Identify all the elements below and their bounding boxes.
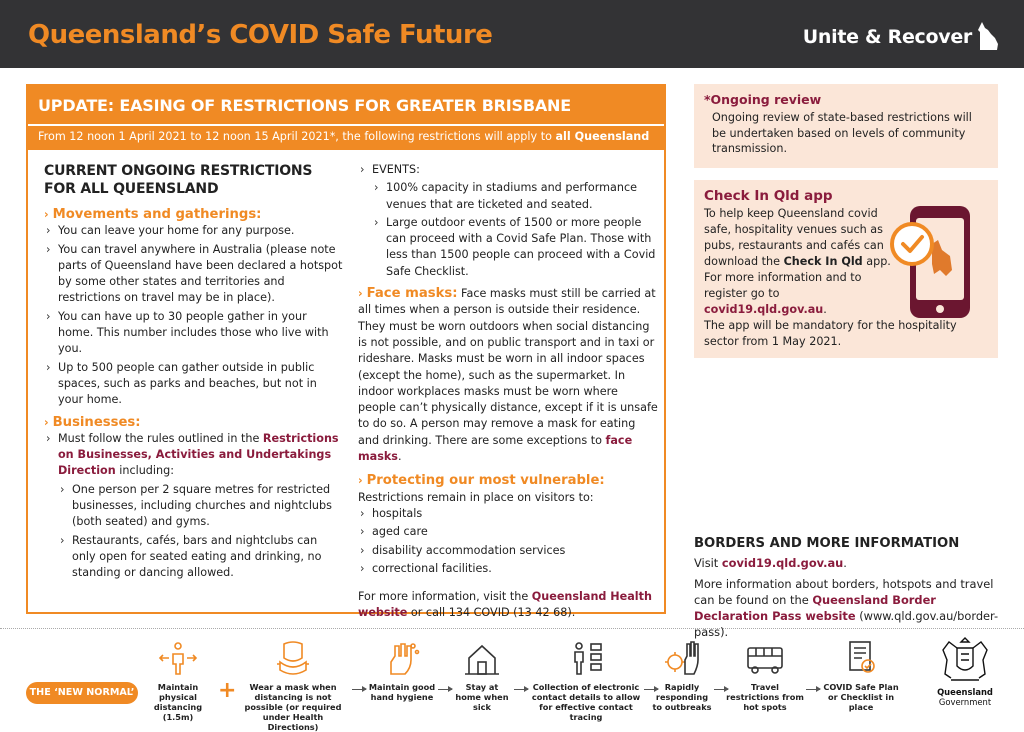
list-item	[44, 223, 344, 239]
ongoing-review-panel	[694, 84, 998, 168]
chevron-right-icon: ›	[360, 543, 365, 557]
border-pass-link[interactable]: Queensland Border Declaration Pass website	[694, 592, 936, 624]
list-item	[358, 524, 658, 540]
list-item	[58, 482, 344, 531]
businesses-heading-text: Businesses:	[52, 414, 141, 430]
footer-step-label: Rapidly responding to outbreaks	[652, 682, 712, 712]
queensland-health-link[interactable]: Queensland Health website	[358, 590, 652, 620]
borders-heading: BORDERS AND MORE INFORMATION	[694, 536, 960, 551]
header-bar	[0, 0, 1024, 68]
queensland-map-icon	[978, 22, 998, 50]
borders-section	[694, 536, 1004, 641]
footer-step-label: Stay at home when sick	[455, 682, 509, 712]
more-info	[358, 589, 658, 622]
list-item-text: You can travel anywhere in Australia (please note parts of Queensland have been declared a hotspot by some other states and territories and restrictions on travel may be in place).	[58, 242, 343, 305]
checkin-text	[704, 206, 957, 350]
biz-after: including:	[115, 464, 174, 478]
chevron-right-icon: ›	[374, 181, 379, 195]
chevron-right-icon: ›	[374, 215, 379, 229]
home-icon	[463, 640, 501, 676]
arrow-icon	[352, 689, 366, 690]
list-item-text: correctional facilities.	[372, 561, 492, 575]
footer-step	[818, 640, 904, 712]
list-item-text: aged care	[372, 525, 428, 539]
borders-more-suffix: (www.qld.gov.au/border-pass).	[694, 609, 999, 640]
vulnerable-heading	[358, 473, 658, 489]
update-title-region: GREATER BRISBANE	[396, 96, 571, 115]
checkin-panel	[694, 180, 998, 358]
more-prefix: For more information, visit the	[358, 590, 532, 604]
list-item	[358, 506, 658, 522]
more-suffix: or call 134 COVID (13 42 68).	[407, 606, 576, 620]
chevron-right-icon: ›	[46, 309, 51, 323]
checkin-mandatory-text: The app will be mandatory for the hospitality sector from 1 May 2021.	[704, 319, 957, 348]
update-sub-region: all Queensland	[555, 130, 650, 143]
arrow-icon	[514, 689, 528, 690]
masks-end: .	[397, 450, 402, 464]
biz-intro: Must follow the rules outlined in the	[58, 431, 263, 445]
chevron-right-icon: ›	[360, 525, 365, 539]
list-item	[44, 242, 344, 307]
list-item-text: One person per 2 square metres for restricted businesses, including churches and nightclubs (both seated) and gyms.	[72, 482, 332, 529]
list-item-text: Restaurants, cafés, bars and nightclubs can only open for seated eating and drinking, no standing or dancing allowed.	[72, 533, 322, 580]
list-item-text: 100% capacity in stadiums and performance venues that are ticketed and seated.	[386, 181, 637, 211]
list-item	[44, 360, 344, 409]
mask-icon	[274, 640, 312, 676]
update-subtitle	[28, 126, 664, 150]
masks-heading: Face masks:	[366, 286, 458, 302]
borders-covid19-link[interactable]: covid19.qld.gov.au	[721, 556, 844, 571]
restrictions-heading-line2: FOR ALL QUEENSLAND	[44, 181, 219, 197]
events-section	[358, 162, 658, 280]
chevron-right-icon: ›	[46, 360, 51, 374]
ongoing-review-title: *Ongoing review	[704, 92, 822, 107]
events-heading	[358, 162, 658, 178]
checkin-text2: app. For more information and to register go to	[704, 255, 891, 300]
chevron-right-icon: ›	[360, 506, 365, 520]
businesses-heading	[44, 415, 344, 431]
checklist-icon	[842, 640, 880, 676]
list-item	[372, 180, 658, 213]
restrictions-heading-line1: CURRENT ONGOING RESTRICTIONS	[44, 163, 313, 179]
borders-more-prefix: More information about borders, hotspots and travel can be found on the	[694, 576, 994, 607]
list-item	[44, 431, 344, 480]
checkin-text3: .	[823, 303, 827, 316]
list-item-text: hospitals	[372, 506, 423, 520]
arrow-icon	[438, 689, 452, 690]
footer-step-label: Collection of electronic contact details to allow for effective contact tracing	[531, 682, 641, 722]
chevron-right-icon: ›	[358, 287, 363, 301]
footer-step	[530, 640, 642, 722]
list-item-text: Large outdoor events of 1500 or more people can proceed with a Covid Safe Plan. Those with less than 1500 people can proceed with a Covid Safe Checklist.	[386, 215, 656, 278]
visit-suffix: .	[843, 556, 847, 571]
footer-step	[726, 640, 804, 712]
outbreak-icon	[663, 640, 701, 676]
chevron-right-icon: ›	[44, 415, 49, 429]
checkin-title: Check In Qld app	[704, 188, 833, 204]
movements-section	[44, 207, 344, 409]
brand-text: Unite & Recover	[802, 26, 972, 48]
plus-icon: +	[218, 678, 237, 703]
masks-text: Face masks must still be carried at all times when a person is outside their residence. They must be worn outdoors when social distancing is not possible, and on public transport and in taxi or rideshare. Masks must be worn in all indoor spaces (except the home), such as the supermarket. In indoor workplaces masks must be worn where people can’t physically distance, except if it is unsafe to do so. A person may remove a mask for eating and drinking. There are some exceptions to	[358, 287, 658, 447]
businesses-section	[44, 415, 344, 582]
events-heading-text: EVENTS:	[372, 163, 420, 176]
update-title-prefix: UPDATE: EASING OF RESTRICTIONS FOR	[38, 96, 397, 115]
govt-name: Queensland	[937, 687, 993, 697]
visit-prefix: Visit	[694, 556, 722, 571]
list-item-text: disability accommodation services	[372, 543, 566, 557]
footer-step	[238, 640, 348, 732]
footer-step-label: Maintain good hand hygiene	[368, 682, 436, 702]
footer-step	[368, 640, 436, 702]
update-panel	[26, 84, 666, 620]
update-sub-prefix: From 12 noon 1 April 2021 to 12 noon 15 April 2021*, the following restrictions will apply to	[38, 130, 556, 143]
footer-step	[140, 640, 216, 722]
footer-step-label: Wear a mask when distancing is not possible (or required under Health Directions)	[244, 682, 342, 732]
masks-section	[358, 286, 658, 465]
chevron-right-icon: ›	[360, 561, 365, 575]
checkin-text1: To help keep Queensland covid safe, hospitality venues such as pubs, restaurants and cafés can download the	[704, 207, 884, 268]
footer-step	[652, 640, 712, 712]
ongoing-review-text: Ongoing review of state-based restrictions will be undertaken based on levels of community transmission.	[712, 111, 972, 155]
footer-step-label: Travel restrictions from hot spots	[726, 682, 804, 712]
list-item-text: You can leave your home for any purpose.	[58, 224, 295, 238]
face-masks-link[interactable]: face masks	[358, 433, 633, 464]
update-title	[28, 86, 664, 124]
page-title: Queensland’s COVID Safe Future	[28, 20, 493, 50]
left-column	[44, 162, 344, 584]
chevron-right-icon: ›	[46, 242, 51, 256]
checkin-app-name: Check In Qld	[783, 255, 863, 268]
new-normal-pill: THE ‘NEW NORMAL’	[26, 682, 138, 704]
phone-check-icon	[902, 204, 972, 320]
vulnerable-section	[358, 473, 658, 577]
queensland-government-logo	[930, 636, 1000, 707]
bus-icon	[746, 640, 784, 676]
contact-tracing-icon	[567, 640, 605, 676]
coat-of-arms-icon	[937, 636, 993, 686]
chevron-right-icon: ›	[46, 224, 51, 238]
govt-sub: Government	[938, 696, 992, 707]
footer-step	[452, 640, 512, 712]
list-item	[372, 215, 658, 280]
list-item	[358, 561, 658, 577]
chevron-right-icon: ›	[360, 163, 365, 176]
list-item	[358, 543, 658, 559]
chevron-right-icon: ›	[60, 482, 65, 496]
list-item	[58, 533, 344, 582]
vulnerable-intro: Restrictions remain in place on visitors to:	[358, 490, 594, 504]
borders-more	[694, 576, 1004, 641]
chevron-right-icon: ›	[358, 474, 363, 488]
movements-heading	[44, 207, 344, 223]
list-item-text: Up to 500 people can gather outside in public spaces, such as parks and beaches, but not in your home.	[58, 360, 317, 407]
footer-step-label: COVID Safe Plan or Checklist in place	[823, 682, 899, 712]
right-column	[358, 162, 658, 622]
footer-divider	[0, 628, 1024, 629]
restrictions-direction-link[interactable]: Restrictions on Businesses, Activities and Undertakings Direction	[58, 431, 339, 478]
chevron-right-icon: ›	[44, 208, 49, 221]
distancing-icon	[159, 640, 197, 676]
list-item-text: You can have up to 30 people gather in your home. This number includes those who live with you.	[58, 309, 329, 356]
restrictions-heading	[44, 162, 344, 198]
handwash-icon	[383, 640, 421, 676]
list-item	[44, 309, 344, 358]
chevron-right-icon: ›	[60, 533, 65, 547]
chevron-right-icon: ›	[46, 431, 51, 445]
covid19-link[interactable]: covid19.qld.gov.au	[704, 303, 824, 316]
vulnerable-heading-text: Protecting our most vulnerable:	[366, 473, 605, 489]
movements-heading-text: Movements and gatherings:	[52, 207, 262, 222]
borders-visit	[694, 555, 1004, 571]
footer-step-label: Maintain physical distancing (1.5m)	[153, 682, 203, 722]
